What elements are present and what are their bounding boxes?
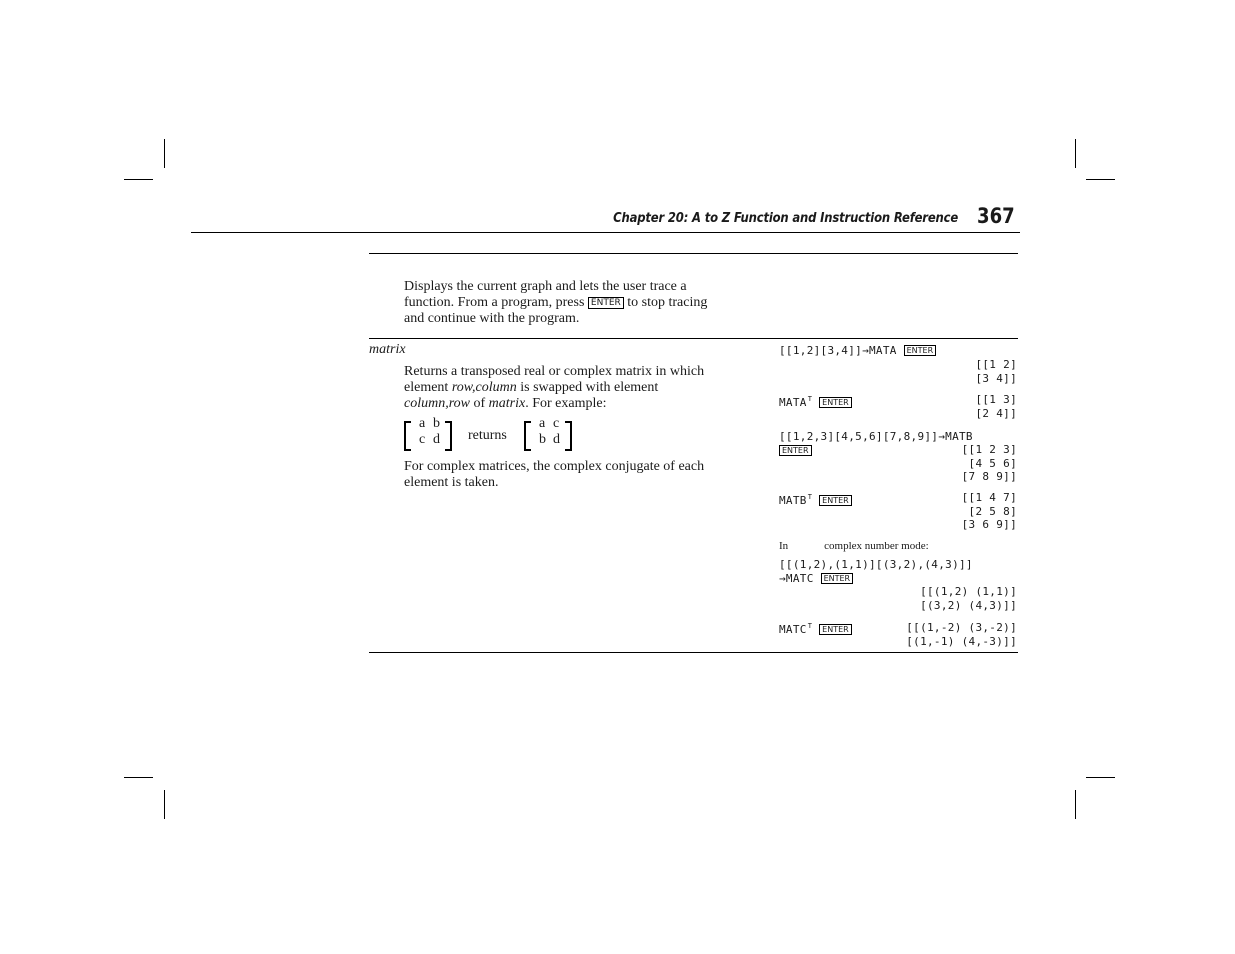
example-4-result: [[1 4 7] [2 5 8] [3 6 9]] — [954, 491, 1017, 531]
chapter-title: Chapter 20: A to Z Function and Instruction Reference — [613, 210, 958, 226]
entry-syntax: matrix — [369, 342, 406, 357]
enter-key-icon: ENTER — [821, 573, 854, 584]
enter-key-icon: ENTER — [779, 445, 812, 456]
crop-mark — [164, 790, 165, 819]
left-bracket — [404, 421, 411, 451]
example-6-input: $MATC^T$ ENTER — [779, 620, 852, 637]
example-2-input: $MATA^T$ ENTER — [779, 393, 852, 410]
example-matrix-output: a c b d — [524, 421, 574, 451]
example-3-result: [[1 2 3] [4 5 6] [7 8 9]] — [954, 443, 1017, 483]
example-2-result: [[1 3] [2 4]] — [968, 393, 1017, 420]
crop-mark — [1086, 777, 1115, 778]
crop-mark — [1086, 179, 1115, 180]
crop-mark — [164, 139, 165, 168]
example-3-input: [[1,2,3][4,5,6][7,8,9]]→MATB ENTER — [779, 430, 973, 455]
page-number: 367 — [977, 204, 1015, 228]
enter-key-icon: ENTER — [819, 495, 852, 506]
section-rule-bottom — [369, 652, 1018, 653]
example-1-result: [[1 2] [3 4]] — [968, 358, 1017, 385]
enter-key-icon: ENTER — [904, 345, 937, 356]
enter-key-icon: ENTER — [819, 624, 852, 635]
example-1-input: [[1,2][3,4]]→MATA ENTER — [779, 344, 936, 358]
example-matrix-input: a b c d — [404, 421, 454, 451]
right-bracket — [565, 421, 572, 451]
section-rule-middle — [369, 338, 1018, 339]
crop-mark — [1075, 139, 1076, 168]
example-returns: returns — [468, 428, 507, 443]
header-rule — [191, 232, 1020, 233]
left-bracket — [524, 421, 531, 451]
example-5-input: [[(1,2),(1,1)][(3,2),(4,3)]] →MATC ENTER — [779, 558, 973, 585]
example-6-result: [[(1,-2) (3,-2)] [(1,-1) (4,-3)]] — [899, 621, 1017, 648]
complex-mode-note: In complex number mode: — [779, 540, 929, 552]
enter-key-icon: ENTER — [588, 297, 624, 309]
complex-note: For complex matrices, the complex conjugate of each element is taken. — [404, 459, 705, 490]
example-5-result: [[(1,2) (1,1)] [(3,2) (4,3)]] — [913, 585, 1017, 612]
example-4-input: $MATB^T$ ENTER — [779, 491, 852, 508]
trace-description: Displays the current graph and lets the user trace a function. From a program, press ENTER to stop tracing and continue with the program. — [404, 279, 708, 326]
right-bracket — [445, 421, 452, 451]
enter-key-icon: ENTER — [819, 397, 852, 408]
crop-mark — [124, 777, 153, 778]
crop-mark — [124, 179, 153, 180]
crop-mark — [1075, 790, 1076, 819]
transpose-description: Returns a transposed real or complex matrix in which element row,column is swapped with element column,row of matrix. For example: — [404, 364, 705, 411]
section-rule-top — [369, 253, 1018, 254]
